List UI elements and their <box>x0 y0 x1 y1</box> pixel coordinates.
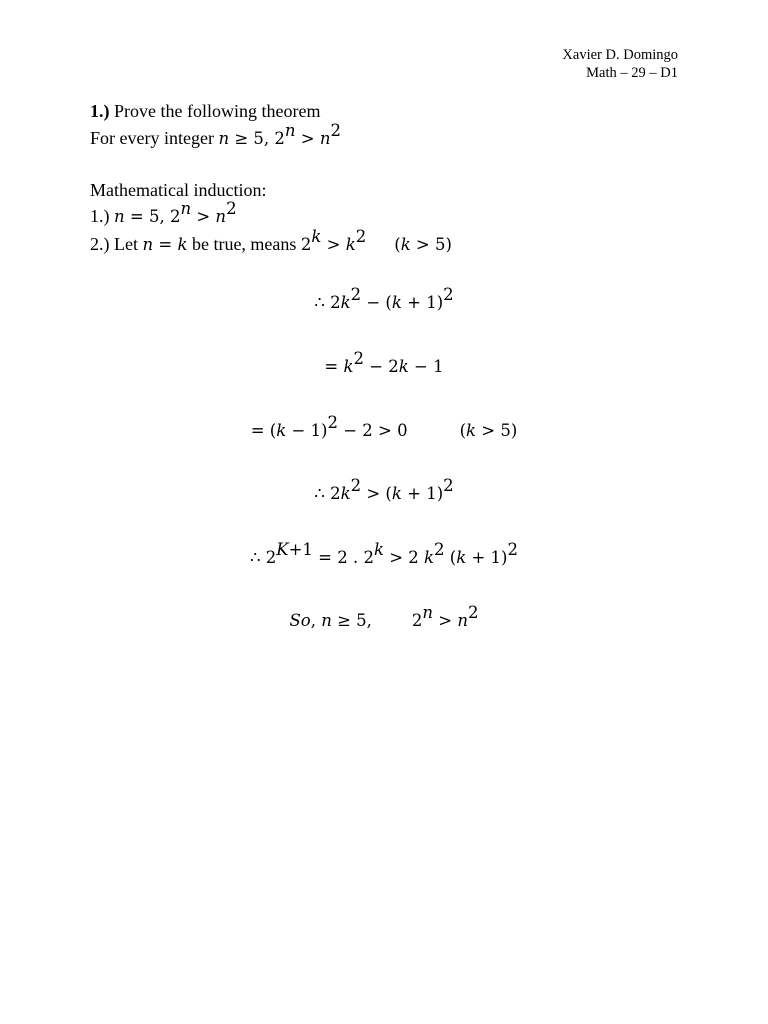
step-line-5: ∴ $2^{K+1} = 2$ . $2^k > 2$ $k^2$ $(k + 1)^2$ <box>250 540 518 567</box>
author-header <box>562 46 678 82</box>
step1-label: 1.) <box>90 206 114 226</box>
statement-text: For every integer <box>90 128 219 148</box>
theorem-statement <box>90 121 342 150</box>
course-code: Math – 29 – D1 <box>586 65 678 81</box>
inductive-hypothesis: 2.) Let n = k be true, means $2^k > k^2$ (k > 5) <box>90 227 452 254</box>
step-line-2: = $k^2 - 2k - 1$ <box>324 349 444 376</box>
step-line-4: ∴ $2k^2 > (k + 1)^2$ <box>314 476 454 503</box>
problem-prompt: Prove the following theorem <box>109 101 321 121</box>
author-name: Xavier D. Domingo <box>562 47 678 63</box>
method-heading: Mathematical induction: <box>90 180 267 200</box>
step2-label: 2.) Let <box>90 234 143 254</box>
problem-number: 1.) <box>90 101 110 121</box>
statement-math: n ≥ 5, $2^n > n^2$ <box>218 121 342 148</box>
step-line-3: = $(k - 1)^2 - 2 > 0$ (k > 5) <box>250 413 518 440</box>
step2-mid: be true, means <box>187 234 301 254</box>
problem-heading <box>90 100 320 122</box>
base-case-math: n = 5, $2^n > n^2$ <box>114 199 237 226</box>
step-line-1: ∴ $2k^2 - (k + 1)^2$ <box>314 285 454 312</box>
base-case <box>90 199 237 228</box>
conclusion-line: So, n ≥ 5, $2^n > n^2$ <box>289 603 479 630</box>
